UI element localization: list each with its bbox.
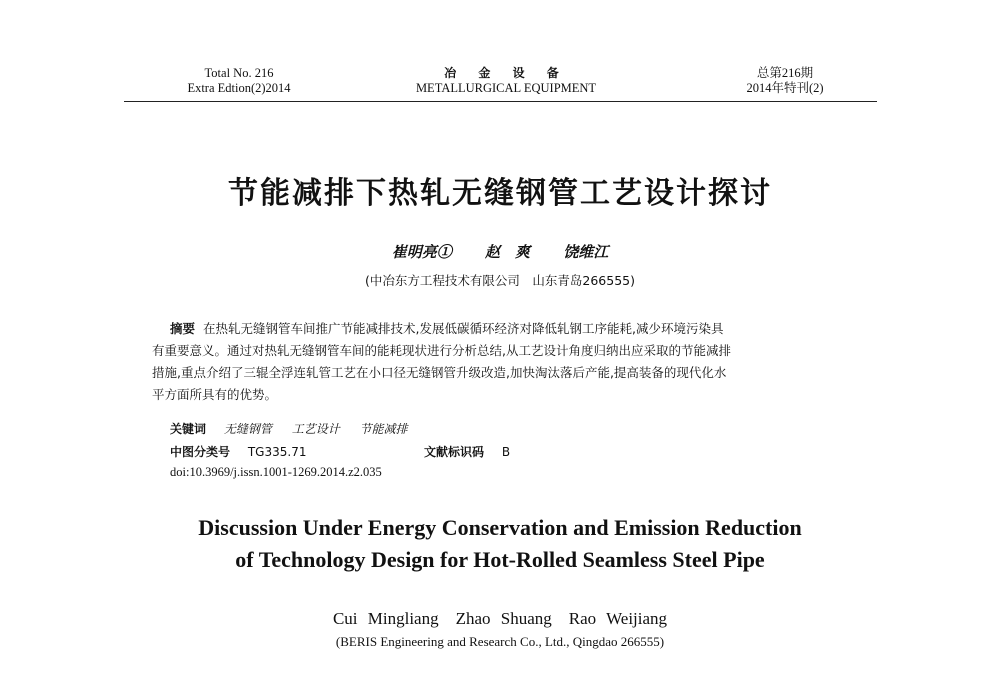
title-line: Discussion Under Energy Conservation and Emission Reduction [198,515,802,540]
author-cn: 赵 爽 [484,243,530,261]
title-line: of Technology Design for Hot-Rolled Seamless Steel Pipe [235,547,765,572]
journal-name-en: METALLURGICAL EQUIPMENT [415,81,597,95]
keywords-label: 关键词 [170,422,207,436]
issue-edition-cn: 2014年特刊(2) [746,81,824,95]
running-header-left [164,66,314,96]
classification [170,443,511,460]
classification-label: 中图分类号 [170,445,231,459]
paper-title-en [100,512,900,576]
paper-title-cn: 节能减排下热轧无缝钢管工艺设计探讨 [228,176,772,211]
affiliation-en: (BERIS Engineering and Research Co., Ltd., Qingdao 266555) [335,634,665,649]
keyword: 工艺设计 [291,422,340,436]
journal-name-cn: 冶 金 设 备 [444,66,568,80]
abstract-label: 摘要 [170,321,196,336]
keyword: 无缝钢管 [223,422,272,436]
issue-edition: Extra Edtion(2)2014 [187,81,291,95]
abstract-text: 在热轧无缝钢管车间推广节能减排技术,发展低碳循环经济对降低轧钢工序能耗,减少环境污染具 [203,321,724,336]
running-header-right [705,66,865,96]
doc-code-label: 文献标识码 [424,445,485,459]
issue-total-cn: 总第216期 [756,66,814,80]
abstract-text: 措施,重点介绍了三辊全浮连轧管工艺在小口径无缝钢管升级改造,加快淘汰落后产能,提高装备的现代化水 [152,365,727,380]
author-cn: 饶维江 [563,243,609,261]
doc-code-value: B [501,445,511,459]
abstract-text: 有重要意义。通过对热轧无缝钢管车间的能耗现状进行分析总结,从工艺设计角度归纳出应采取的节能减排 [152,343,731,358]
running-header-center [400,66,612,96]
classification-value: TG335.71 [247,445,307,459]
author-cn: 崔明亮① [391,243,452,261]
doi: doi:10.3969/j.issn.1001-1269.2014.z2.035 [170,465,382,479]
issue-total: Total No. 216 [204,66,274,80]
header-rule [124,101,877,102]
affiliation-cn: (中冶东方工程技术有限公司 山东青岛266555) [365,273,635,288]
keyword: 节能减排 [359,422,408,436]
author-list-en: Cui Mingliang Zhao Shuang Rao Weijiang [332,609,668,628]
abstract [152,318,852,406]
abstract-text: 平方面所具有的优势。 [152,387,278,402]
author-list-cn [300,241,700,262]
keywords [170,420,424,437]
